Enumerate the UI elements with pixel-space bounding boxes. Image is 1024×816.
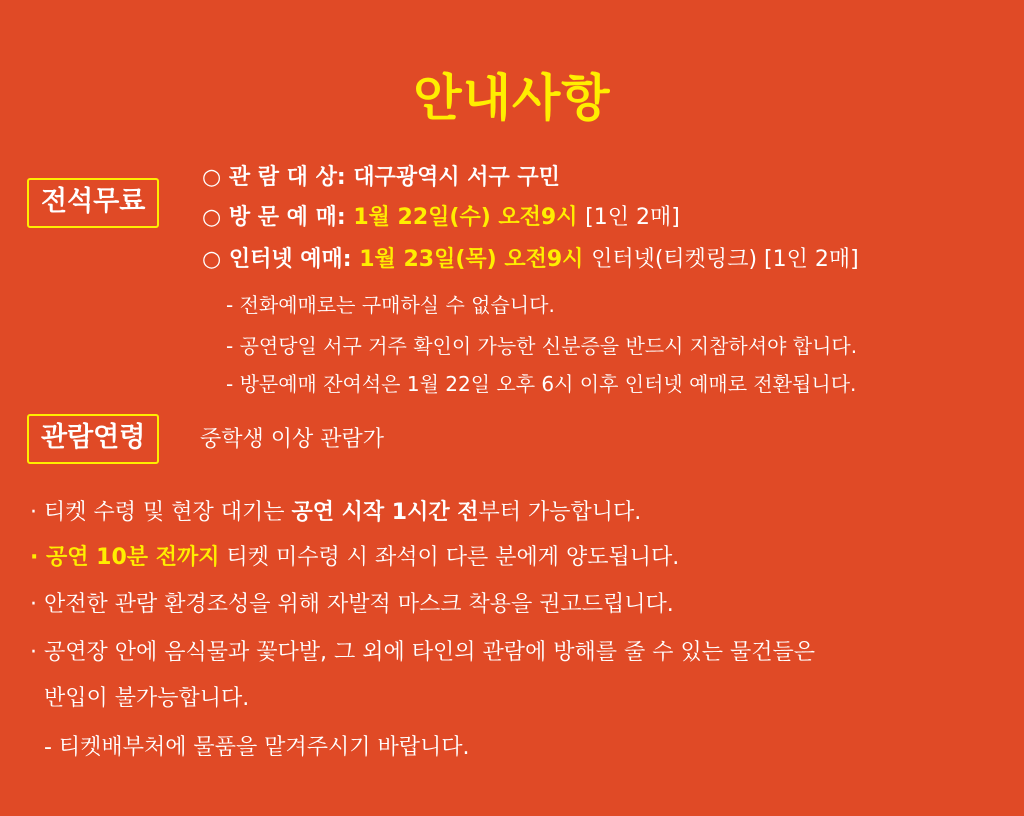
- note-id-required: - 공연당일 서구 거주 확인이 가능한 신분증을 반드시 지참하셔야 합니다.: [226, 334, 858, 358]
- bullet-seat-transfer-highlight: · 공연 10분 전까지: [30, 545, 220, 570]
- age-rating-text: 중학생 이상 관람가: [200, 427, 385, 452]
- online-booking-info: 인터넷(티켓링크) [1인 2매]: [591, 247, 859, 272]
- audience-value: 대구광역시 서구 구민: [353, 165, 560, 190]
- age-rating-badge: 관람연령: [27, 414, 159, 464]
- audience-row: [202, 163, 560, 193]
- online-booking-label: ○ 인터넷 예매:: [202, 247, 352, 272]
- online-booking-date: 1월 23일(목) 오전9시: [359, 247, 584, 272]
- visit-booking-limit: [1인 2매]: [585, 205, 680, 230]
- visit-booking-date: 1월 22일(수) 오전9시: [353, 205, 578, 230]
- bullet-mask: · 안전한 관람 환경조성을 위해 자발적 마스크 착용을 권고드립니다.: [30, 592, 674, 617]
- online-booking-row: [202, 245, 859, 275]
- bullet-storage: - 티켓배부처에 물품을 맡겨주시기 바랍니다.: [44, 735, 470, 760]
- bullet-ticket-pickup-bold: 공연 시작 1시간 전: [291, 500, 479, 525]
- bullet-seat-transfer: [30, 543, 679, 573]
- bullet-seat-transfer-post: 티켓 미수령 시 좌석이 다른 분에게 양도됩니다.: [219, 545, 680, 570]
- bullet-ticket-pickup: [30, 498, 641, 528]
- bullet-prohibited-items: · 공연장 안에 음식물과 꽃다발, 그 외에 타인의 관람에 방해를 줄 수 있는 물건들은: [30, 640, 815, 665]
- note-phone-booking: - 전화예매로는 구매하실 수 없습니다.: [226, 293, 555, 317]
- free-admission-badge: 전석무료: [27, 178, 159, 228]
- bullet-ticket-pickup-post: 부터 가능합니다.: [478, 500, 642, 525]
- visit-booking-row: [202, 203, 680, 233]
- audience-label: ○ 관 람 대 상:: [202, 165, 346, 190]
- visit-booking-label: ○ 방 문 예 매:: [202, 205, 346, 230]
- bullet-prohibited-items-cont: 반입이 불가능합니다.: [44, 686, 250, 711]
- bullet-ticket-pickup-pre: · 티켓 수령 및 현장 대기는: [30, 500, 292, 525]
- page-title: 안내사항: [413, 69, 611, 127]
- note-remaining-seats: - 방문예매 잔여석은 1월 22일 오후 6시 이후 인터넷 예매로 전환됩니다.: [226, 372, 857, 396]
